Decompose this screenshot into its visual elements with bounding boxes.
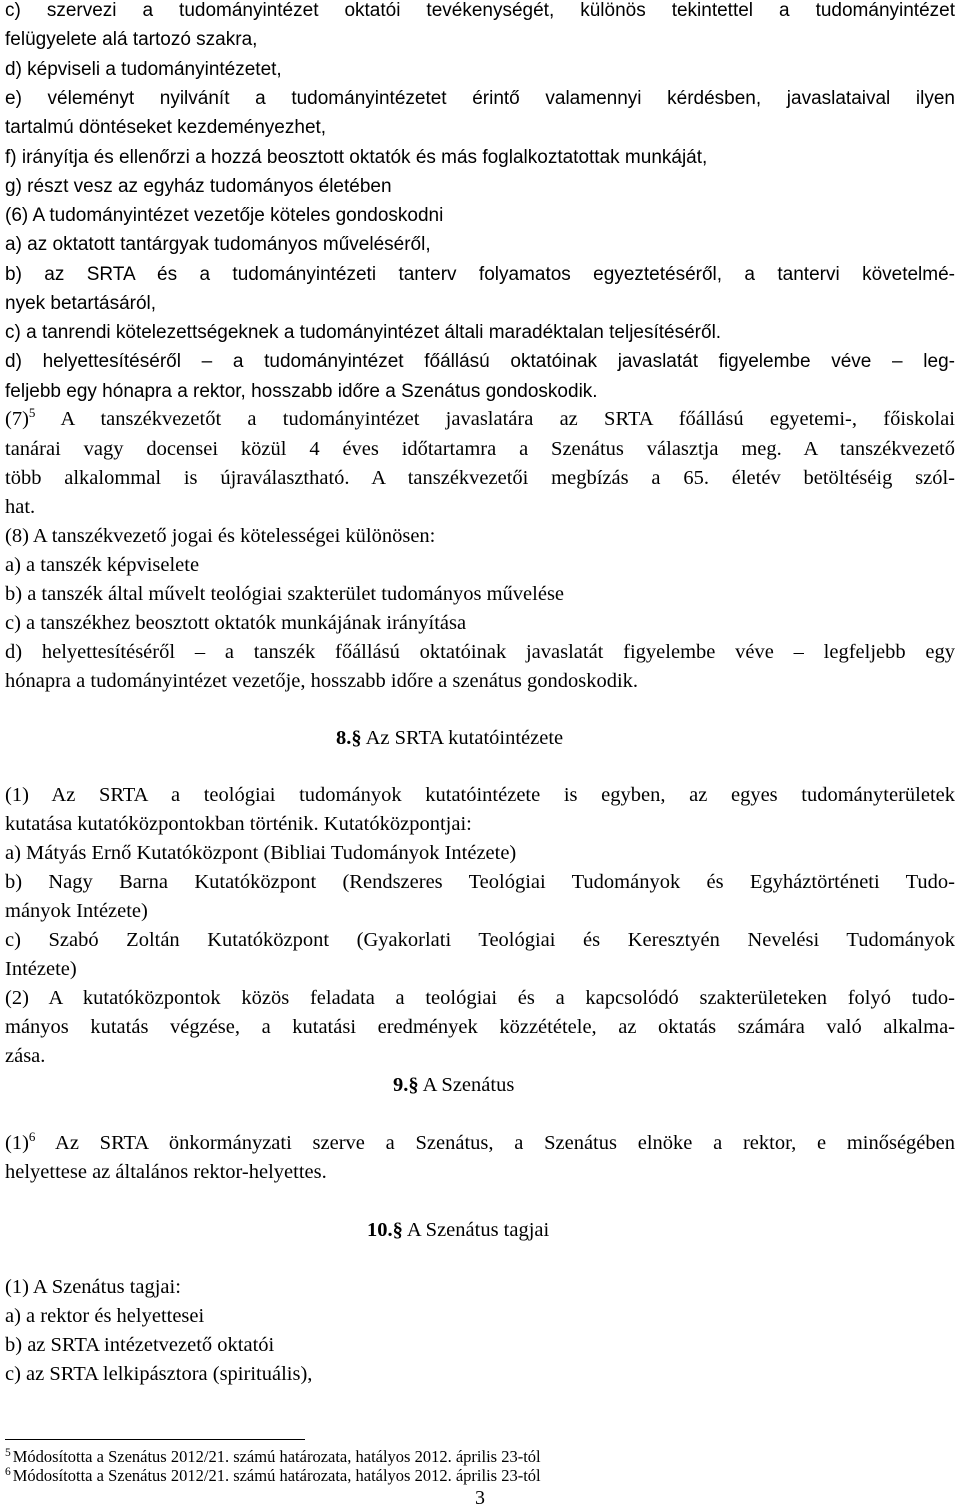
text-line: c) a tanszékhez beosztott oktatók munkájának irányítása	[5, 612, 467, 634]
text-line: több alkalommal is újraválasztható. A tanszékvezetői megbízás a 65. életév betöltéséig szól-	[5, 467, 955, 489]
page-number: 3	[475, 1487, 485, 1509]
section-heading-8	[336, 727, 563, 750]
section-number: 9.	[393, 1074, 409, 1096]
text-line: helyettese az általános rektor-helyettes.	[5, 1161, 327, 1183]
text-line: g) részt vesz az egyház tudományos életében	[5, 176, 392, 197]
text-line: a) Mátyás Ernő Kutatóközpont (Bibliai Tudományok Intézete)	[5, 842, 517, 864]
text-line: c) szervezi a tudományintézet oktatói tevékenységét, különös tekintettel a tudományintézet	[5, 0, 955, 21]
text-line: Intézete)	[5, 958, 77, 980]
text-line: c) a tanrendi kötelezettségeknek a tudományintézet általi maradéktalan teljesítéséről.	[5, 322, 722, 343]
paragraph-text: Az SRTA önkormányzati szerve a Szenátus, a Szenátus elnöke a rektor, e minőségében	[55, 1132, 955, 1154]
paragraph-number: (1)	[5, 1132, 29, 1154]
section-mark: §	[392, 1219, 403, 1241]
paragraph-7-first-line	[5, 405, 955, 431]
text-line: hat.	[5, 496, 36, 518]
text-line: (6) A tudományintézet vezetője köteles gondoskodni	[5, 205, 444, 226]
paragraph-9-1-first-line	[5, 1129, 955, 1155]
paragraph-number: (7)	[5, 408, 29, 430]
footnote-ref: 5	[28, 405, 36, 421]
text-line: feljebb egy hónapra a rektor, hosszabb időre a Szenátus gondoskodik.	[5, 381, 598, 402]
footnote-number: 6	[5, 1465, 11, 1478]
text-line: e) véleményt nyilvánít a tudományintézetet érintő valamennyi kérdésben, javaslataival ilyen	[5, 88, 955, 109]
text-line: b) a tanszék által művelt teológiai szakterület tudományos művelése	[5, 583, 565, 605]
footnote-ref: 6	[28, 1129, 36, 1145]
text-line: d) képviseli a tudományintézetet,	[5, 59, 282, 80]
footnote-divider	[5, 1439, 305, 1440]
section-title: A Szenátus tagjai	[406, 1219, 550, 1241]
text-line: c) Szabó Zoltán Kutatóközpont (Gyakorlati Teológiai és Keresztyén Nevelési Tudományok	[5, 929, 955, 951]
footnote-text: Módosította a Szenátus 2012/21. számú határozata, hatályos 2012. április 23-tól	[12, 1447, 541, 1466]
text-line: hónapra a tudományintézet vezetője, hosszabb időre a szenátus gondoskodik.	[5, 670, 639, 692]
text-line: f) irányítja és ellenőrzi a hozzá beosztott oktatók és más foglalkoztatottak munkáját,	[5, 147, 708, 168]
text-line: mányok Intézete)	[5, 900, 148, 922]
section-title: Az SRTA kutatóintézete	[365, 727, 564, 749]
text-line: b) az SRTA és a tudományintézeti tanterv folyamatos egyeztetéséről, a tantervi követelmé-	[5, 264, 955, 285]
text-line: c) az SRTA lelkipásztora (spirituális),	[5, 1363, 313, 1385]
text-line: tanárai vagy docensei közül 4 éves időtartamra a Szenátus választja meg. A tanszékvezető	[5, 438, 955, 460]
text-line: b) az SRTA intézetvezető oktatói	[5, 1334, 275, 1356]
text-line: zása.	[5, 1045, 46, 1067]
text-line: a) az oktatott tantárgyak tudományos műveléséről,	[5, 234, 431, 255]
paragraph-text: A tanszékvezetőt a tudományintézet javaslatára az SRTA főállású egyetemi-, főiskolai	[60, 408, 955, 430]
text-line: nyek betartásáról,	[5, 293, 157, 314]
text-line: (1) A Szenátus tagjai:	[5, 1276, 181, 1298]
text-line: a) a rektor és helyettesei	[5, 1305, 205, 1327]
text-line: (2) A kutatóközpontok közös feladata a teológiai és a kapcsolódó szakterületeken folyó tudo-	[5, 987, 955, 1009]
section-number: 10.	[367, 1219, 393, 1241]
section-heading-9	[393, 1074, 514, 1097]
footnote-text: Módosította a Szenátus 2012/21. számú határozata, hatályos 2012. április 23-tól	[12, 1466, 541, 1485]
text-line: (1) Az SRTA a teológiai tudományok kutatóintézete is egyben, az egyes tudományterületek	[5, 784, 955, 806]
text-line: mányos kutatás végzése, a kutatási eredmények közzététele, az oktatás számára való alkalma-	[5, 1016, 955, 1038]
text-line: felügyelete alá tartozó szakra,	[5, 29, 258, 50]
section-heading-10	[367, 1219, 549, 1242]
section-mark: §	[351, 727, 362, 749]
footnote	[5, 1466, 541, 1486]
text-line: a) a tanszék képviselete	[5, 554, 200, 576]
footnote-number: 5	[5, 1446, 11, 1459]
text-line: (8) A tanszékvezető jogai és kötelességei különösen:	[5, 525, 436, 547]
text-line: b) Nagy Barna Kutatóközpont (Rendszeres Teológiai Tudományok és Egyháztörténeti Tudo-	[5, 871, 955, 893]
text-line: tartalmú döntéseket kezdeményezhet,	[5, 117, 327, 138]
section-title: A Szenátus	[422, 1074, 515, 1096]
text-line: d) helyettesítéséről – a tanszék főállású oktatóinak javaslatát figyelembe véve – legfeljebb egy	[5, 641, 955, 663]
footnote	[5, 1447, 541, 1467]
text-line: kutatása kutatóközpontokban történik. Kutatóközpontjai:	[5, 813, 472, 835]
section-mark: §	[408, 1074, 419, 1096]
section-number: 8.	[336, 727, 352, 749]
text-line: d) helyettesítéséről – a tudományintézet főállású oktatóinak javaslatát figyelembe véve – leg-	[5, 351, 955, 372]
